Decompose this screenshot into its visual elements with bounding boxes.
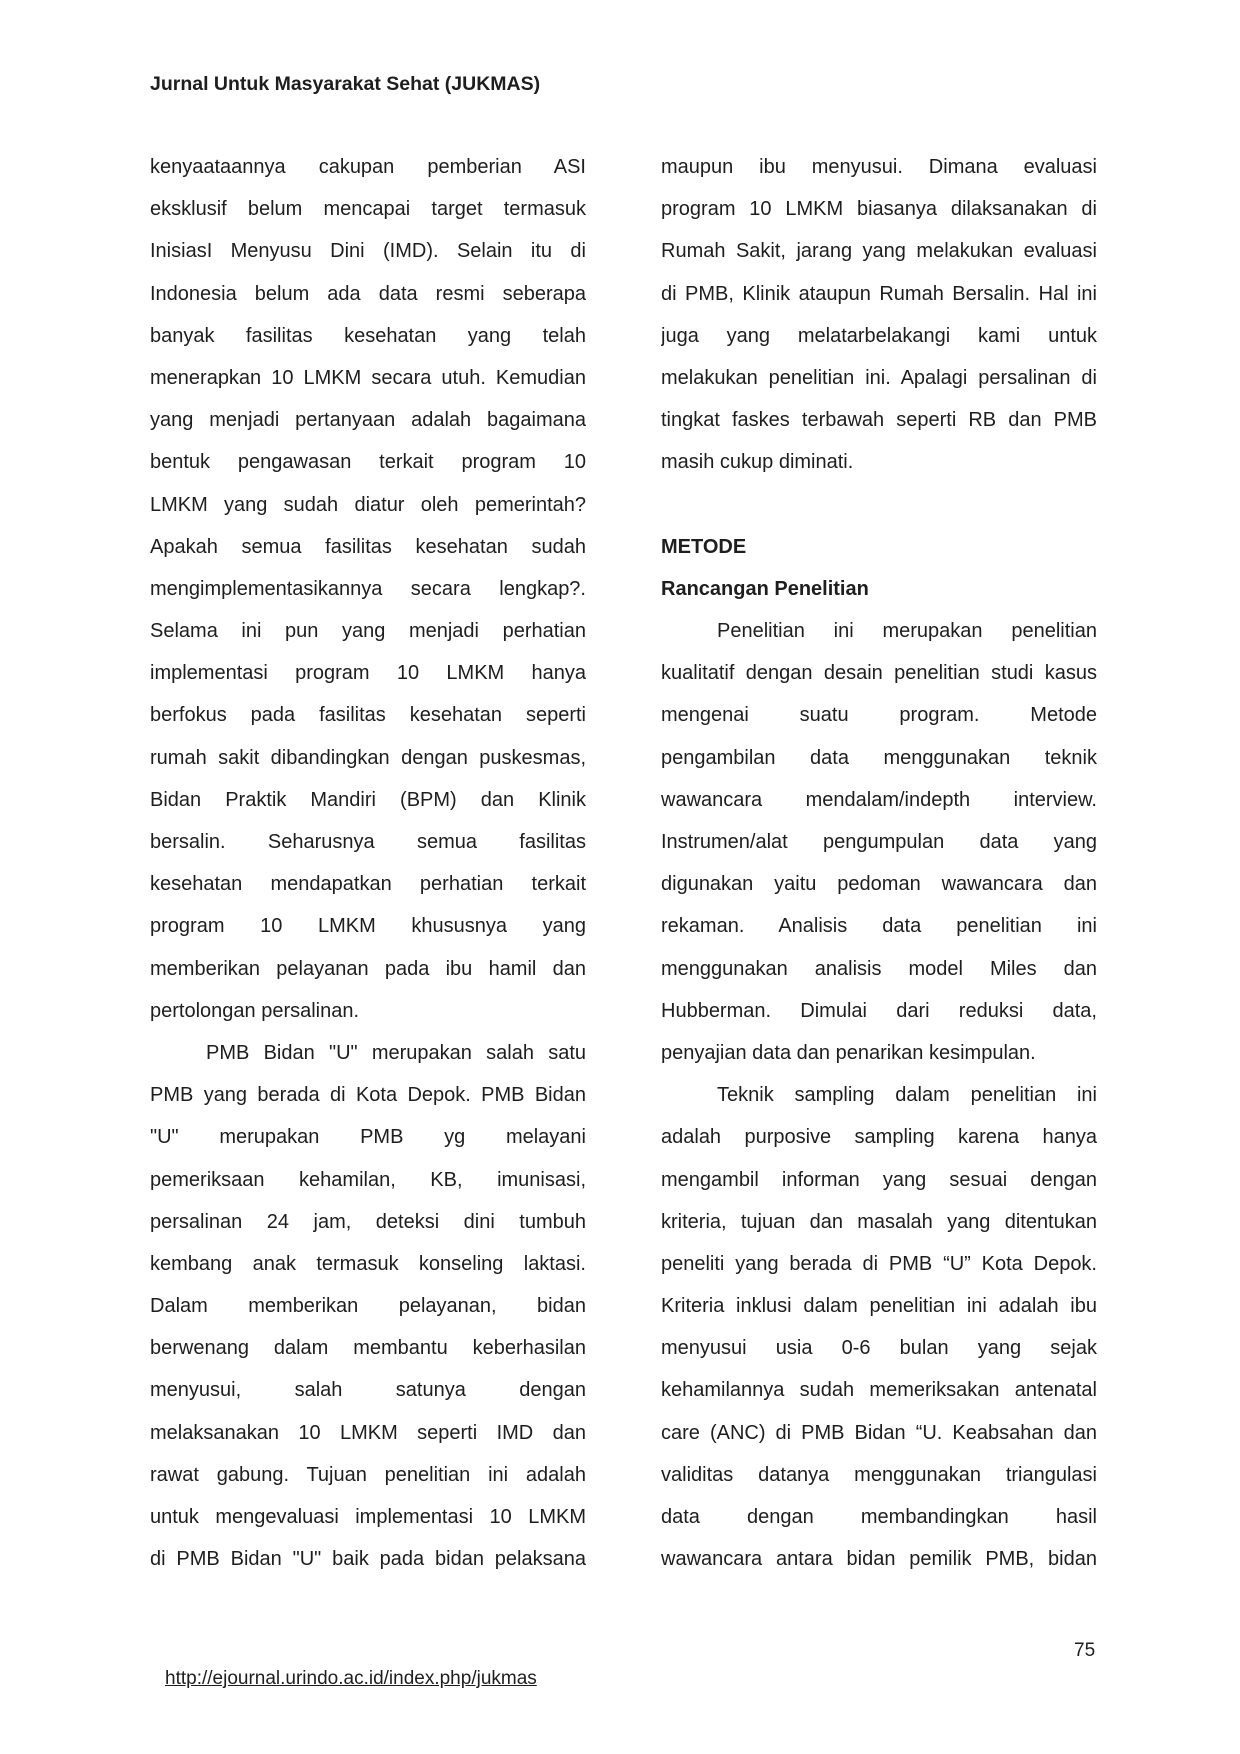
text-line: banyak fasilitas kesehatan yang telah — [150, 324, 586, 347]
text-line: kriteria, tujuan dan masalah yang ditentukan — [661, 1210, 1097, 1233]
text-line: memberikan pelayanan pada ibu hamil dan — [150, 957, 586, 980]
text-line: "U" merupakan PMB yg melayani — [150, 1126, 586, 1149]
text-line: bentuk pengawasan terkait program 10 — [150, 451, 586, 474]
text-line: wawancara antara bidan pemilik PMB, bidan — [661, 1548, 1097, 1571]
text-line: Apakah semua fasilitas kesehatan sudah — [150, 535, 586, 558]
text-line: melaksanakan 10 LMKM seperti IMD dan — [150, 1421, 586, 1444]
text-line: Indonesia belum ada data resmi seberapa — [150, 282, 586, 305]
text-line: program 10 LMKM biasanya dilaksanakan di — [661, 198, 1097, 221]
text-line: melakukan penelitian ini. Apalagi persalinan di — [661, 366, 1097, 389]
text-line: implementasi program 10 LMKM hanya — [150, 662, 586, 685]
text-line: care (ANC) di PMB Bidan “U. Keabsahan dan — [661, 1421, 1097, 1444]
text-line: menyusui usia 0-6 bulan yang sejak — [661, 1337, 1097, 1360]
text-line: penyajian data dan penarikan kesimpulan. — [661, 1041, 1036, 1064]
text-line: eksklusif belum mencapai target termasuk — [150, 198, 586, 221]
text-line: PMB Bidan "U" merupakan salah satu — [206, 1041, 586, 1064]
text-line: Kriteria inklusi dalam penelitian ini adalah ibu — [661, 1295, 1097, 1318]
text-line: bersalin. Seharusnya semua fasilitas — [150, 831, 586, 853]
text-line: pengambilan data menggunakan teknik — [661, 746, 1097, 769]
text-line: Dalam memberikan pelayanan, bidan — [150, 1295, 586, 1318]
text-line: di PMB, Klinik ataupun Rumah Bersalin. Hal ini — [661, 282, 1097, 305]
right-column — [661, 146, 1097, 1580]
page-number: 75 — [1074, 1640, 1096, 1661]
text-line: InisiasI Menyusu Dini (IMD). Selain itu di — [150, 240, 586, 263]
text-line: rawat gabung. Tujuan penelitian ini adalah — [150, 1463, 586, 1486]
text-line: juga yang melatarbelakangi kami untuk — [661, 324, 1097, 347]
text-line: validitas datanya menggunakan triangulasi — [661, 1463, 1097, 1486]
text-line: pertolongan persalinan. — [150, 999, 360, 1022]
text-line: menyusui, salah satunya dengan — [150, 1379, 586, 1402]
text-line: rumah sakit dibandingkan dengan puskesmas, — [150, 746, 586, 769]
text-line: Selama ini pun yang menjadi perhatian — [150, 620, 586, 643]
text-line: mengambil informan yang sesuai dengan — [661, 1168, 1097, 1191]
text-line: LMKM yang sudah diatur oleh pemerintah? — [150, 493, 586, 516]
text-line: Teknik sampling dalam penelitian ini — [717, 1084, 1097, 1107]
text-line: digunakan yaitu pedoman wawancara dan — [661, 873, 1097, 896]
text-line: untuk mengevaluasi implementasi 10 LMKM — [150, 1506, 586, 1528]
left-column — [150, 146, 586, 1580]
text-line: Penelitian ini merupakan penelitian — [717, 620, 1097, 643]
text-line: PMB yang berada di Kota Depok. PMB Bidan — [150, 1084, 586, 1107]
text-line: pemeriksaan kehamilan, KB, imunisasi, — [150, 1168, 586, 1191]
text-line: wawancara mendalam/indepth interview. — [661, 788, 1097, 811]
text-line: mengimplementasikannya secara lengkap?. — [150, 577, 586, 600]
text-line: menerapkan 10 LMKM secara utuh. Kemudian — [150, 366, 586, 389]
text-line: berwenang dalam membantu keberhasilan — [150, 1337, 586, 1360]
subsection-heading-rancangan: Rancangan Penelitian — [661, 577, 869, 600]
text-line: kualitatif dengan desain penelitian studi kasus — [661, 662, 1097, 685]
text-line: program 10 LMKM khususnya yang — [150, 915, 586, 938]
text-line: kembang anak termasuk konseling laktasi. — [150, 1252, 586, 1275]
text-line: persalinan 24 jam, deteksi dini tumbuh — [150, 1210, 586, 1233]
text-line: kenyaataannya cakupan pemberian ASI — [150, 156, 586, 178]
paragraph-gap — [661, 484, 1097, 526]
journal-header: Jurnal Untuk Masyarakat Sehat (JUKMAS) — [150, 73, 541, 95]
journal-url-link[interactable]: http://ejournal.urindo.ac.id/index.php/jukmas — [165, 1668, 537, 1689]
text-line: Bidan Praktik Mandiri (BPM) dan Klinik — [150, 788, 586, 811]
text-line: peneliti yang berada di PMB “U” Kota Depok. — [661, 1252, 1097, 1275]
text-line: menggunakan analisis model Miles dan — [661, 957, 1097, 980]
section-heading-metode: METODE — [661, 535, 747, 558]
text-line: Hubberman. Dimulai dari reduksi data, — [661, 999, 1097, 1022]
text-line: kehamilannya sudah memeriksakan antenatal — [661, 1379, 1097, 1402]
text-line: Rumah Sakit, jarang yang melakukan evaluasi — [661, 240, 1097, 263]
text-line: maupun ibu menyusui. Dimana evaluasi — [661, 156, 1097, 178]
text-line: yang menjadi pertanyaan adalah bagaimana — [150, 409, 586, 432]
text-line: berfokus pada fasilitas kesehatan seperti — [150, 704, 586, 727]
text-line: data dengan membandingkan hasil — [661, 1506, 1097, 1528]
text-line: rekaman. Analisis data penelitian ini — [661, 915, 1097, 938]
text-line: di PMB Bidan "U" baik pada bidan pelaksana — [150, 1548, 586, 1571]
text-line: mengenai suatu program. Metode — [661, 704, 1097, 727]
text-line: tingkat faskes terbawah seperti RB dan PMB — [661, 409, 1097, 432]
text-line: masih cukup diminati. — [661, 451, 854, 474]
text-line: Instrumen/alat pengumpulan data yang — [661, 831, 1097, 853]
text-line: adalah purposive sampling karena hanya — [661, 1126, 1097, 1149]
text-line: kesehatan mendapatkan perhatian terkait — [150, 873, 586, 896]
